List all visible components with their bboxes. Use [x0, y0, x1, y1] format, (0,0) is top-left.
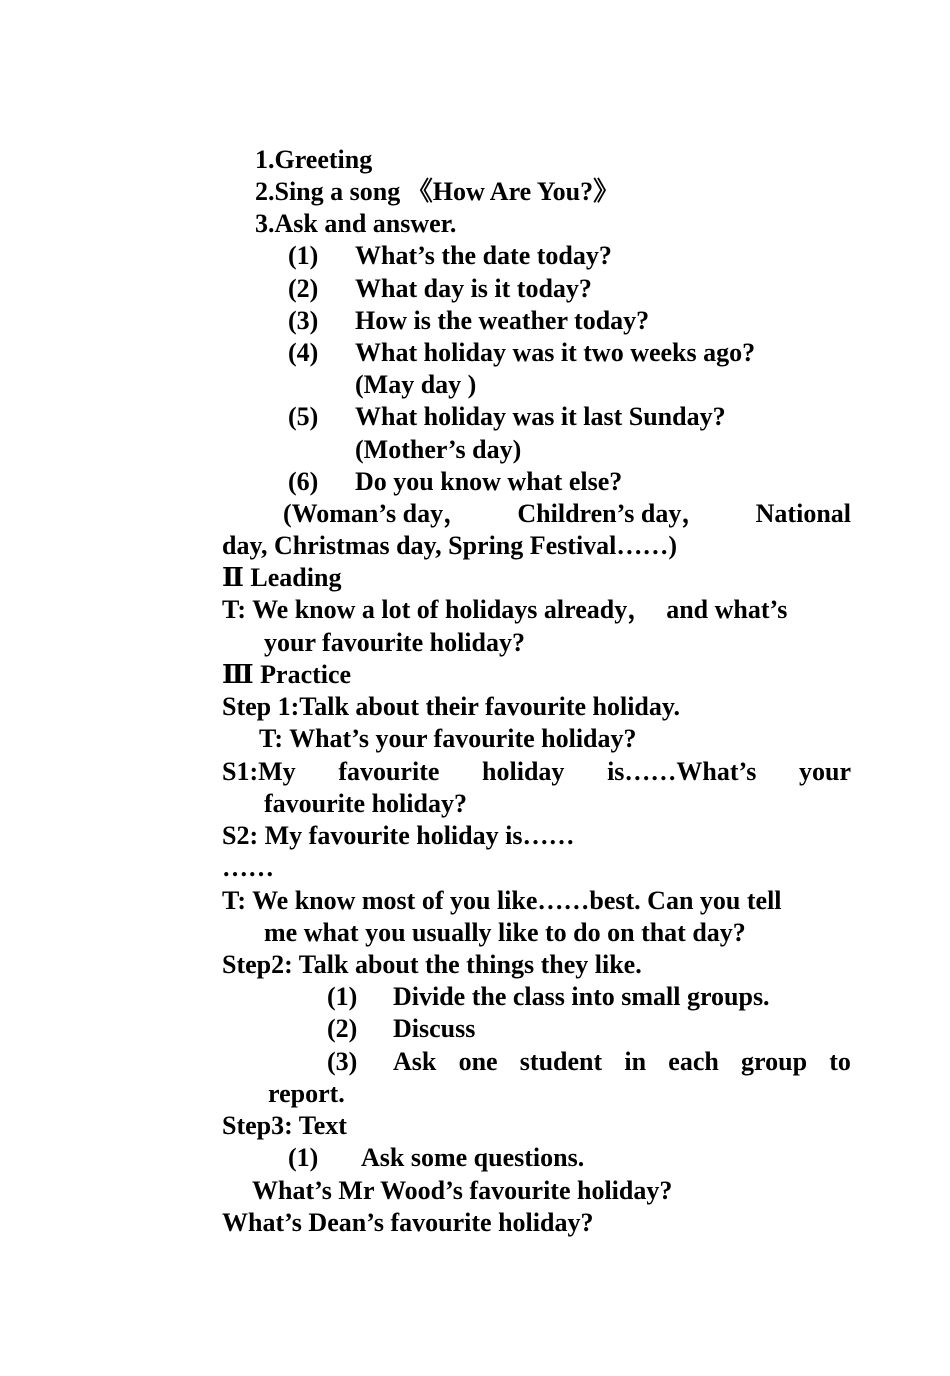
step-2-item-3-line-2: report.	[268, 1079, 345, 1108]
item-word: group	[741, 1047, 808, 1076]
holiday-word: National	[755, 499, 851, 528]
ellipsis-line: ……	[222, 853, 274, 882]
item-word: in	[624, 1047, 647, 1076]
question-1-text: What’s the date today?	[355, 241, 612, 270]
teacher-line-2: your favourite holiday?	[264, 628, 525, 657]
question-6	[288, 466, 318, 498]
s1-word: holiday	[482, 757, 565, 786]
section-heading-leading: Ⅱ Leading	[222, 563, 342, 592]
holiday-list-line-1	[283, 498, 851, 530]
step-3-heading: Step3: Text	[222, 1111, 347, 1140]
s1-word: S1:My	[222, 757, 296, 786]
item-number: 2.	[255, 177, 275, 206]
warmup-item-1	[255, 144, 372, 176]
question-4	[288, 337, 318, 369]
question-4-text: What holiday was it two weeks ago?	[355, 338, 756, 367]
question-3-text: How is the weather today?	[355, 306, 650, 335]
s1-word: favourite	[338, 757, 440, 786]
step-2-item-1-number: (1)	[327, 982, 358, 1011]
question-number: (1)	[288, 241, 319, 270]
question-mr-wood: What’s Mr Wood’s favourite holiday?	[252, 1176, 673, 1205]
s1-word: your	[798, 757, 851, 786]
item-text: Ask and answer.	[274, 209, 457, 238]
item-word: student	[519, 1047, 603, 1076]
step-3-item-1-number: (1)	[288, 1143, 319, 1172]
step-3-item-1-text: Ask some questions.	[361, 1143, 585, 1172]
teacher-text: T: We know a lot of holidays already， and what’s	[222, 595, 788, 624]
item-number: 3.	[255, 209, 275, 238]
s1-word: is……What’s	[607, 757, 757, 786]
step-2-heading: Step2: Talk about the things they like.	[222, 950, 642, 979]
question-dean: What’s Dean’s favourite holiday?	[222, 1208, 594, 1237]
question-number: (2)	[288, 274, 319, 303]
step-2-item-3-number: (3)	[327, 1047, 358, 1076]
question-5-answer: (Mother’s day)	[355, 435, 522, 464]
step-1-teacher-question: T: What’s your favourite holiday?	[259, 724, 637, 753]
item-number: 1.	[255, 145, 275, 174]
holiday-list-line-2: day, Christmas day, Spring Festival……)	[222, 531, 678, 560]
item-word: Ask	[393, 1047, 437, 1076]
question-number: (4)	[288, 338, 319, 367]
question-number: (5)	[288, 402, 319, 431]
item-word: each	[668, 1047, 719, 1076]
section-heading-practice: Ⅲ Practice	[222, 660, 352, 689]
holiday-word: (Woman’s day，	[283, 499, 470, 528]
question-6-text: Do you know what else?	[355, 467, 623, 496]
question-2	[288, 273, 318, 305]
item-word: to	[829, 1047, 851, 1076]
question-1	[288, 240, 318, 272]
step-1-heading: Step 1:Talk about their favourite holiday.	[222, 692, 680, 721]
warmup-item-2	[255, 176, 619, 208]
student-1-line-2: favourite holiday?	[264, 789, 467, 818]
question-5	[288, 401, 318, 433]
step-2-item-2-text: Discuss	[393, 1014, 476, 1043]
question-2-text: What day is it today?	[355, 274, 592, 303]
question-4-answer: (May day )	[355, 370, 477, 399]
question-3	[288, 305, 318, 337]
question-number: (3)	[288, 306, 319, 335]
step-2-item-2-number: (2)	[327, 1014, 358, 1043]
warmup-item-3	[255, 208, 456, 240]
step-2-item-3-line-1	[393, 1046, 851, 1078]
teacher-2-line-1: T: We know most of you like……best. Can you tell	[222, 886, 782, 915]
item-text: Greeting	[274, 145, 373, 174]
question-5-text: What holiday was it last Sunday?	[355, 402, 726, 431]
question-number: (6)	[288, 467, 319, 496]
item-word: one	[458, 1047, 498, 1076]
teacher-line-1	[222, 594, 851, 626]
holiday-word: Children’s day，	[517, 499, 708, 528]
teacher-2-line-2: me what you usually like to do on that day?	[264, 918, 746, 947]
item-text: Sing a song 《How Are You?》	[274, 177, 620, 206]
step-2-item-1-text: Divide the class into small groups.	[393, 982, 770, 1011]
student-1-line-1	[222, 756, 851, 788]
student-2-line: S2: My favourite holiday is……	[222, 821, 575, 850]
